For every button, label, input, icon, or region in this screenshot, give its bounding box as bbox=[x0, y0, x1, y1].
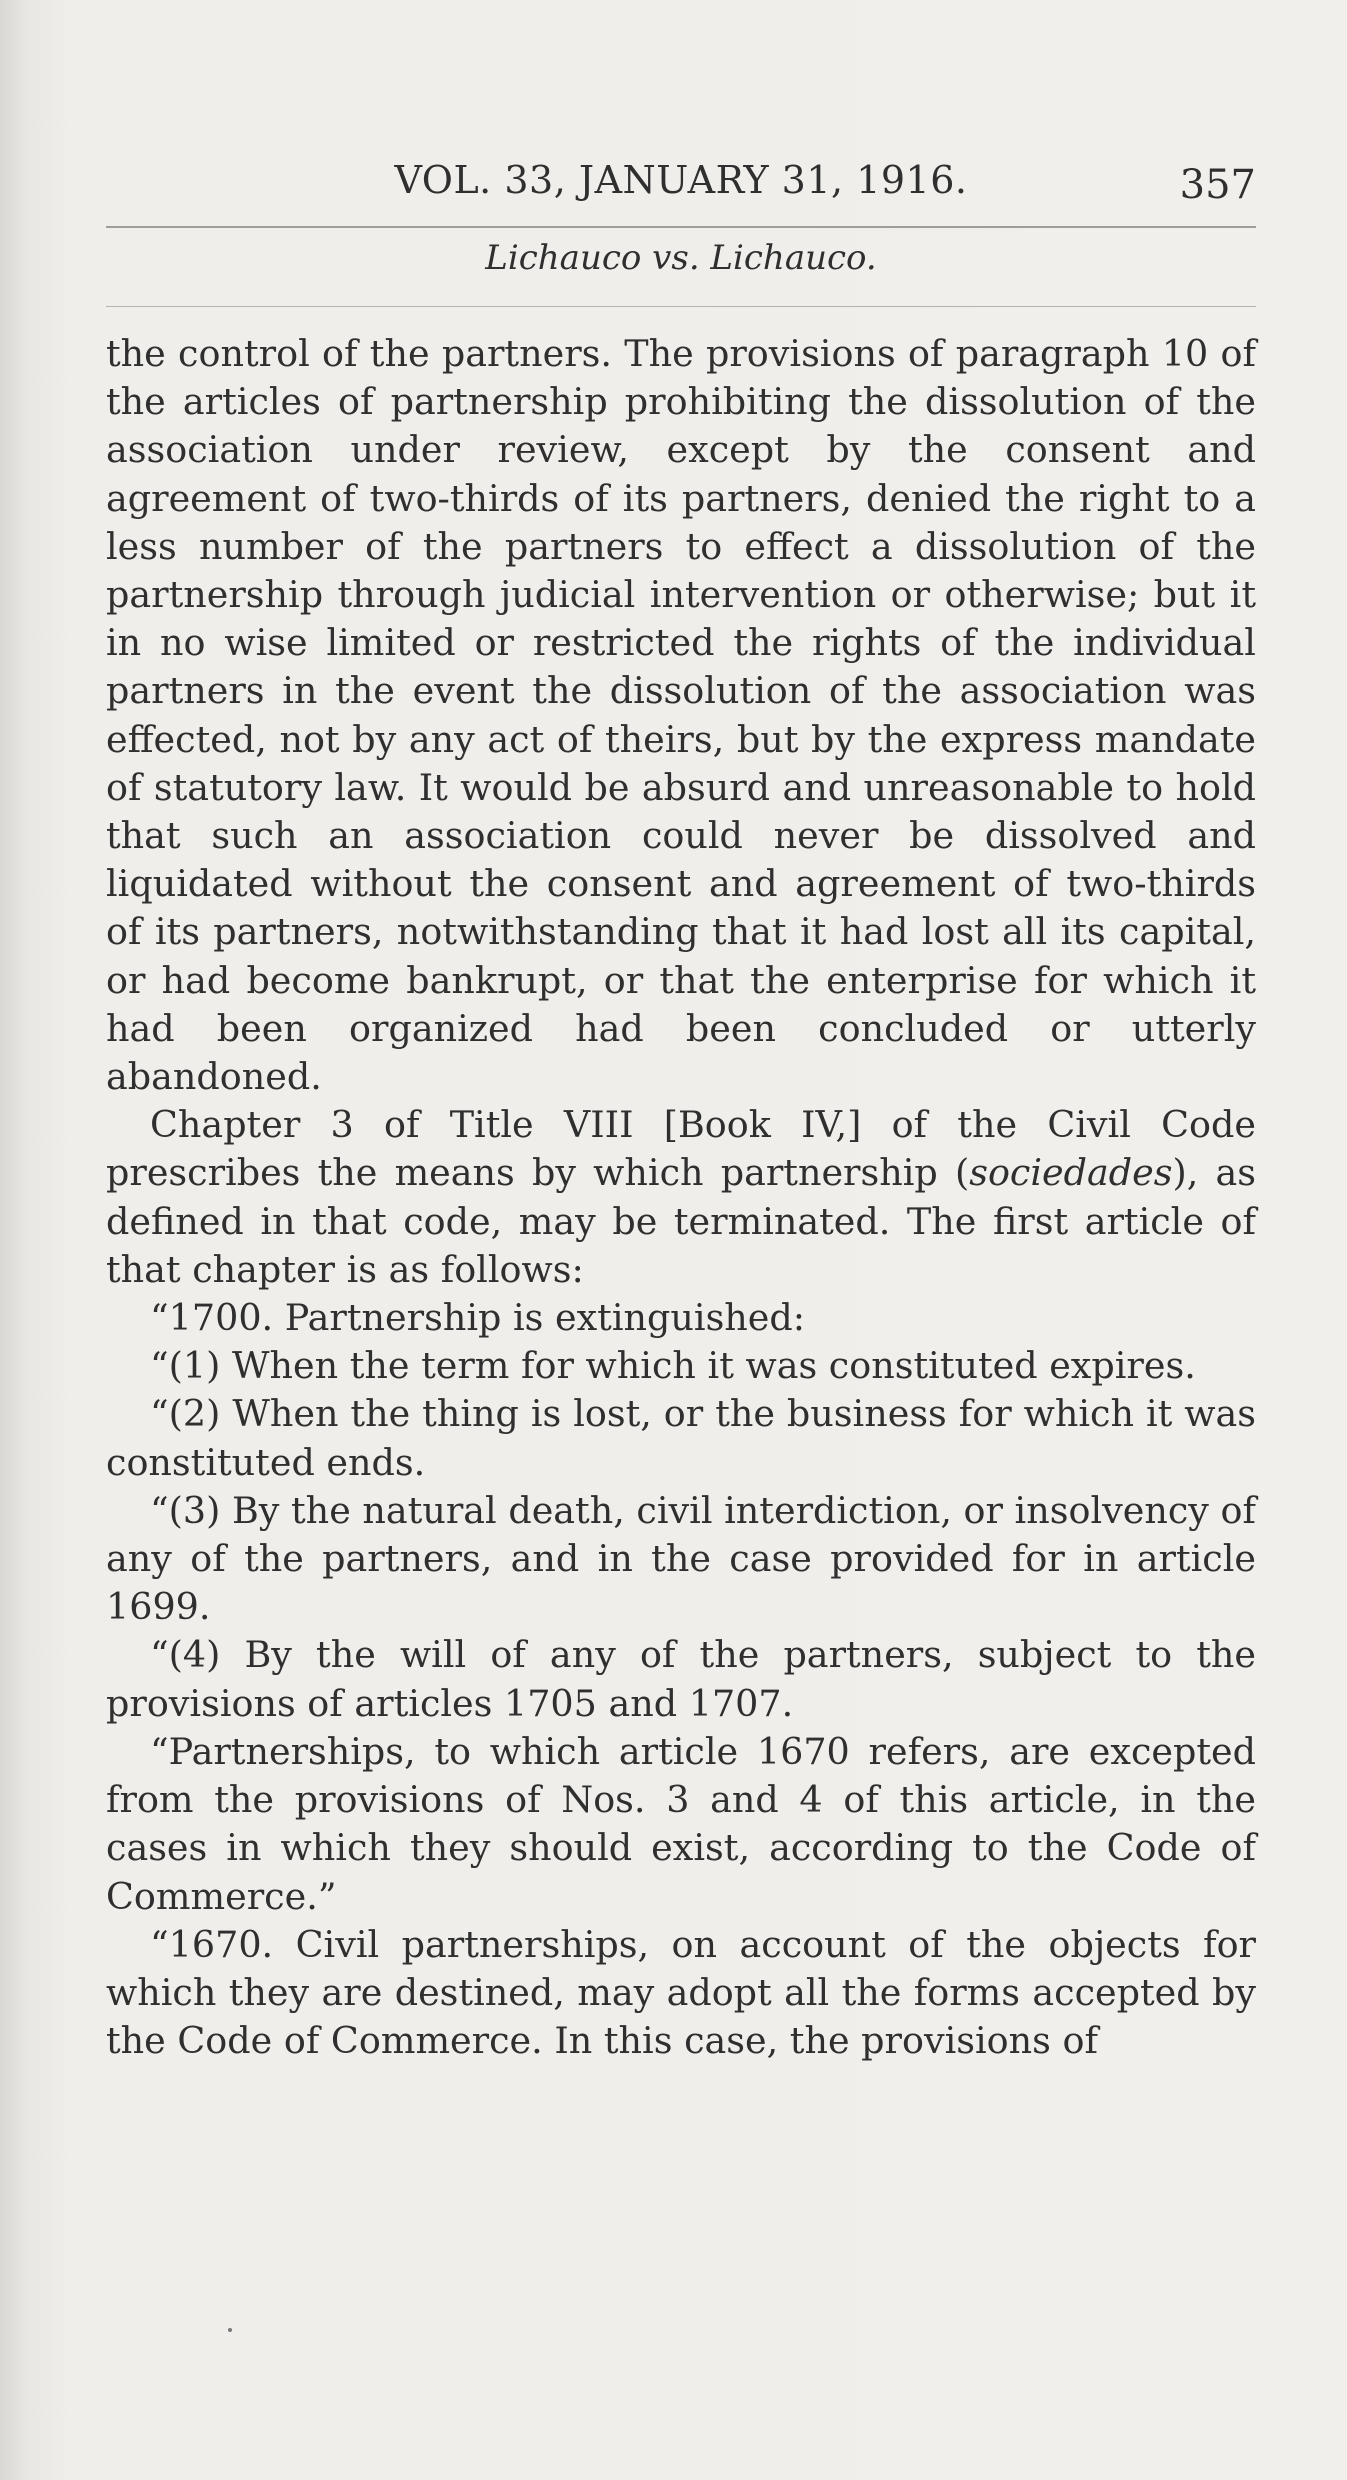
paper-speck bbox=[228, 2328, 232, 2332]
paragraph-5: “(2) When the thing is lost, or the business for which it was constituted ends. bbox=[106, 1392, 1256, 1484]
paragraph-2-end: ), as defined in that code, may be terminated. The first article of that chapter is as follows: bbox=[106, 1151, 1256, 1291]
page-header bbox=[106, 152, 1256, 222]
page-number: 357 bbox=[1179, 162, 1256, 208]
case-title-rule bbox=[106, 306, 1256, 307]
paragraph-1: the control of the partners. The provisions of paragraph 10 of the articles of partnership prohibiting the dissolution of the association under review, except by the consent and agreement of two-thirds of its partners, denied the right to a less number of the partners to effect a dissolution of the partnership through judicial intervention or otherwise; but it in no wise limited or restricted the rights of the individual partners in the event the dissolution of the association was effected, not by any act of theirs, but by the express mandate of statutory law. It would be absurd and unreasonable to hold that such an association could never be dissolved and liquidated without the consent and agreement of two-thirds of its partners, notwithstanding that it had lost all its capital, or had become bankrupt, or that the enterprise for which it had been organized had been concluded or utterly abandoned. bbox=[106, 332, 1256, 1099]
paragraph-2-italic-term: sociedades bbox=[969, 1151, 1173, 1195]
paragraph-6: “(3) By the natural death, civil interdiction, or insolvency of any of the partners, and in the case provided for in article 1699. bbox=[106, 1488, 1256, 1629]
paragraph-4: “(1) When the term for which it was constituted expires. bbox=[150, 1344, 1196, 1388]
paragraph-9: “1670. Civil partnerships, on account of the objects for which they are destined, may adopt all the forms accepted by the Code of Commerce. In this case, the provisions of bbox=[106, 1922, 1256, 2063]
paragraph-7: “(4) By the will of any of the partners, subject to the provisions of articles 1705 and 1707. bbox=[106, 1633, 1256, 1725]
case-title: Lichauco vs. Lichauco. bbox=[485, 238, 877, 278]
paragraph-2-start: Chapter 3 of Title VIII [Book IV,] of the Civil Code prescribes the means by which partnership ( bbox=[106, 1103, 1256, 1195]
page-body bbox=[106, 330, 1256, 2065]
paragraph-2 bbox=[106, 1101, 1256, 1294]
paragraph-8: “Partnerships, to which article 1670 refers, are excepted from the provisions of Nos. 3 and 4 of this article, in the cases in which they should exist, according to the Code of Commerce.” bbox=[106, 1729, 1256, 1918]
paragraph-3: “1700. Partnership is extinguished: bbox=[150, 1296, 806, 1340]
header-rule bbox=[106, 226, 1256, 228]
running-head: VOL. 33, JANUARY 31, 1916. bbox=[394, 158, 968, 202]
